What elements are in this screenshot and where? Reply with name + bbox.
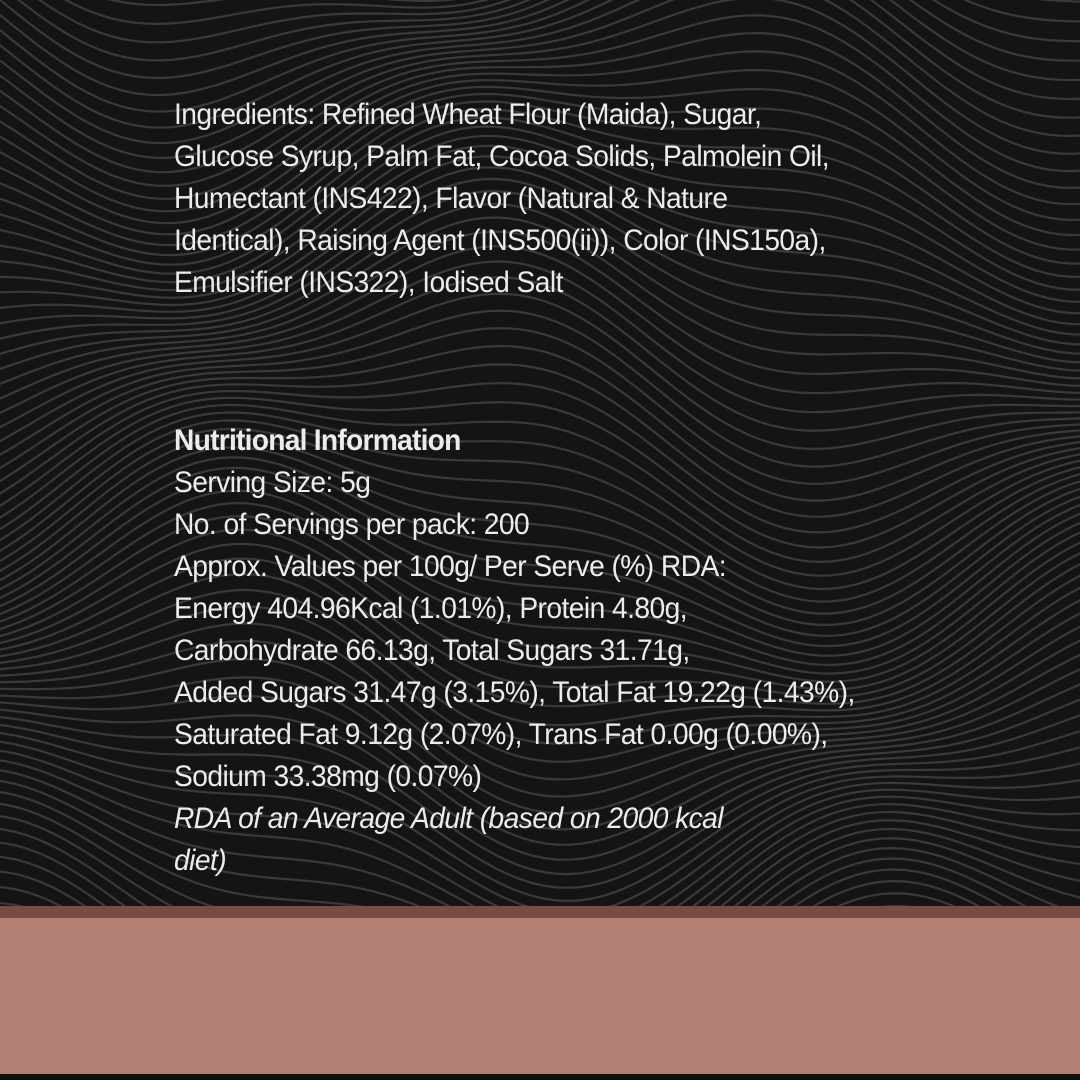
values-heading: Approx. Values per 100g/ Per Serve (%) RDA: <box>174 550 727 583</box>
ingredients-line: Glucose Syrup, Palm Fat, Cocoa Solids, Palmolein Oil, <box>174 140 830 173</box>
nutrition-block <box>174 420 855 882</box>
rda-note: RDA of an Average Adult (based on 2000 kcal <box>174 802 723 835</box>
nutrition-value-line: Energy 404.96Kcal (1.01%), Protein 4.80g, <box>174 592 688 625</box>
footer-edge-stripe <box>0 906 1080 918</box>
nutrition-title: Nutritional Information <box>174 424 461 457</box>
bottom-edge <box>0 1074 1080 1080</box>
nutrition-value-line: Saturated Fat 9.12g (2.07%), Trans Fat 0.00g (0.00%), <box>174 718 828 751</box>
ingredients-line: Emulsifier (INS322), Iodised Salt <box>174 266 563 299</box>
rda-note: diet) <box>174 844 227 877</box>
nutrition-value-line: Added Sugars 31.47g (3.15%), Total Fat 19.22g (1.43%), <box>174 676 855 709</box>
ingredients-line: Identical), Raising Agent (INS500(ii)), Color (INS150a), <box>174 224 826 257</box>
nutrition-value-line: Sodium 33.38mg (0.07%) <box>174 760 482 793</box>
ingredients-line: Ingredients: Refined Wheat Flour (Maida), Sugar, <box>174 98 762 131</box>
serving-size: Serving Size: 5g <box>174 466 371 499</box>
servings-per-pack: No. of Servings per pack: 200 <box>174 508 530 541</box>
nutrition-value-line: Carbohydrate 66.13g, Total Sugars 31.71g, <box>174 634 690 667</box>
footer-band <box>0 918 1080 1074</box>
ingredients-line: Humectant (INS422), Flavor (Natural & Nature <box>174 182 728 215</box>
ingredients-block <box>174 94 851 304</box>
